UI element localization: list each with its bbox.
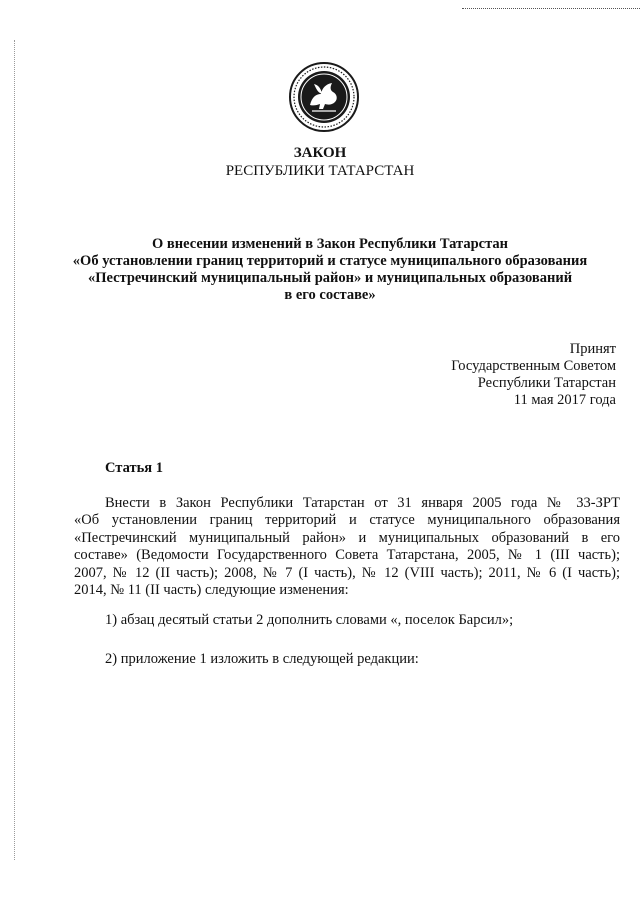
subject-line: «Об установлении границ территорий и статусе муниципального образования bbox=[72, 253, 588, 269]
top-dotted-line bbox=[462, 8, 640, 9]
subject-line: О внесении изменений в Закон Республики Татарстан bbox=[152, 236, 508, 252]
subject-line: «Пестречинский муниципальный район» и муниципальных образований bbox=[87, 270, 573, 286]
law-title: ЗАКОН bbox=[293, 145, 347, 161]
paragraph-line: Внести в Закон Республики Татарстан от 31 января 2005 года № 33-ЗРТ bbox=[105, 495, 620, 511]
article-item: 1) абзац десятый статьи 2 дополнить словами «, поселок Барсил»; bbox=[105, 612, 514, 628]
paragraph-line: составе» (Ведомости Государственного Совета Татарстана, 2005, № 1 (III часть); bbox=[74, 547, 620, 564]
adoption-block bbox=[451, 341, 616, 409]
republic-name: РЕСПУБЛИКИ ТАТАРСТАН bbox=[225, 163, 415, 179]
subject-line: в его составе» bbox=[284, 287, 376, 303]
law-subject bbox=[60, 236, 600, 304]
article-heading: Статья 1 bbox=[105, 460, 163, 476]
paragraph-line: 2007, № 12 (II часть); 2008, № 7 (I часть), № 12 (VIII часть); 2011, № 6 (I часть); bbox=[74, 564, 620, 581]
paragraph-line: «Пестречинский муниципальный район» и муниципальных образований в его bbox=[74, 529, 620, 546]
adoption-date: 11 мая 2017 года bbox=[513, 392, 616, 408]
adoption-line: Принят bbox=[569, 341, 616, 357]
adoption-line: Государственным Советом bbox=[451, 358, 616, 374]
article-item: 2) приложение 1 изложить в следующей редакции: bbox=[105, 651, 419, 667]
paragraph-line: 2014, № 11 (II часть) следующие изменения: bbox=[74, 582, 349, 599]
adoption-line: Республики Татарстан bbox=[477, 375, 616, 391]
article-paragraph bbox=[74, 495, 620, 599]
coat-of-arms-tatarstan-icon bbox=[288, 61, 360, 133]
paragraph-line: «Об установлении границ территорий и статусе муниципального образования bbox=[74, 512, 620, 529]
